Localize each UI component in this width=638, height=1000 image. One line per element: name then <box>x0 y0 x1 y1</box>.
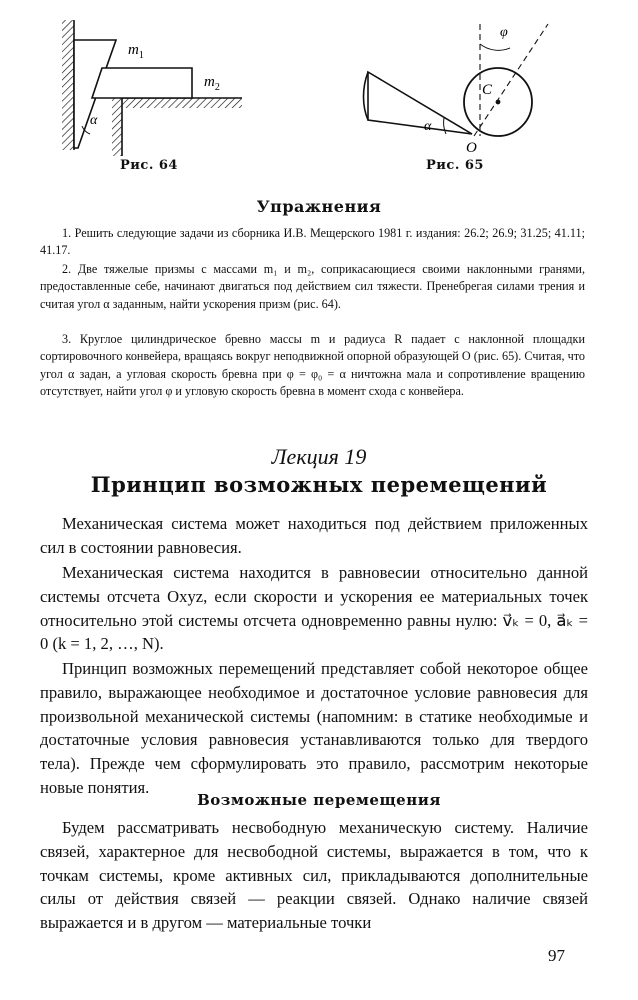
lecture-title: Принцип возможных перемещений <box>90 472 548 497</box>
svg-text:m2: $m_2$ <box>204 74 220 93</box>
conveyor-board <box>368 72 472 134</box>
figure-64-caption: Рис. 64 <box>120 158 178 173</box>
fig65-o-label: O <box>466 140 477 156</box>
paragraph-2: Механическая система находится в равновесии относительно данной системы отсчета Oxyz, если скорости и ускорения ее материальных точек относительно этой системы отсчета одновременно равны нулю: v⃗ₖ = 0, a⃗ₖ = 0 (k = 1, 2, …, N). <box>40 563 588 654</box>
exercise-item-1: 1. Решить следующие задачи из сборника И.В. Мещерского 1981 г. издания: 26.2; 26.9; 31.25; 41.11; 41.17. <box>40 226 585 258</box>
exercise-item-2: 2. Две тяжелые призмы с массами m₁ и m₂, соприкасающиеся своими наклонными гранями, предоставленные себе, начинают двигаться под действием сил тяжести. Пренебрегая силами трения и считая угол α заданным, найти ускорения призм (рис. 64). <box>40 262 585 311</box>
fig65-phi-label: φ <box>500 25 508 40</box>
wall-hatching <box>62 20 74 150</box>
fig64-m1-label: m <box>128 42 139 58</box>
page-number: 97 <box>548 946 565 965</box>
paragraph-4: Будем рассматривать несвободную механическую систему. Наличие связей, характерное для несвободной системы, выражается в том, что к точкам системы, кроме активных сил, прикладываются дополнительные силы от действия связей — реакции связей. Однако наличие связей выражается и в другом — материальные точки <box>40 818 588 933</box>
lecture-number: Лекция 19 <box>271 444 367 469</box>
paragraph-1: Механическая система может находиться под действием приложенных сил в состоянии равновесия. <box>40 514 588 557</box>
figure-65 <box>360 18 560 158</box>
fig64-m2-label: m <box>204 74 215 90</box>
section-heading: Возможные перемещения <box>197 791 441 809</box>
paragraph-3: Принцип возможных перемещений представляет собой некоторое общее правило, выражающее необходимое и достаточное условие равновесия для произвольной механической системы (напомним: в статике необходимые и достаточные условия равновесия устанавливаются только для твердого тела). Прежде чем сформулировать это правило, рассмотрим некоторые новые понятия. <box>40 659 588 797</box>
fig65-alpha-label: α <box>424 119 432 134</box>
floor-hatching <box>122 98 242 108</box>
prism-m2 <box>92 68 192 98</box>
fig65-c-label: C <box>482 82 493 98</box>
figure-65-caption: Рис. 65 <box>426 158 484 173</box>
exercise-item-3: 3. Круглое цилиндрическое бревно массы m и радиуса R падает с наклонной площадки сортировочного конвейера, вращаясь вокруг неподвижной опорной образующей O (рис. 65). Считая, что угол α задан, а угловая скорость бревна при φ = φ₀ = α ничтожна мала и сопротивление вращению отсутствует, найти угол φ и угловую скорость бревна в момент схода с конвейера. <box>40 332 585 398</box>
fig64-alpha-label: α <box>90 113 98 128</box>
figure-64 <box>60 18 250 158</box>
exercises-heading: Упражнения <box>256 197 382 216</box>
svg-text:m1: $m_1$ <box>128 42 144 61</box>
